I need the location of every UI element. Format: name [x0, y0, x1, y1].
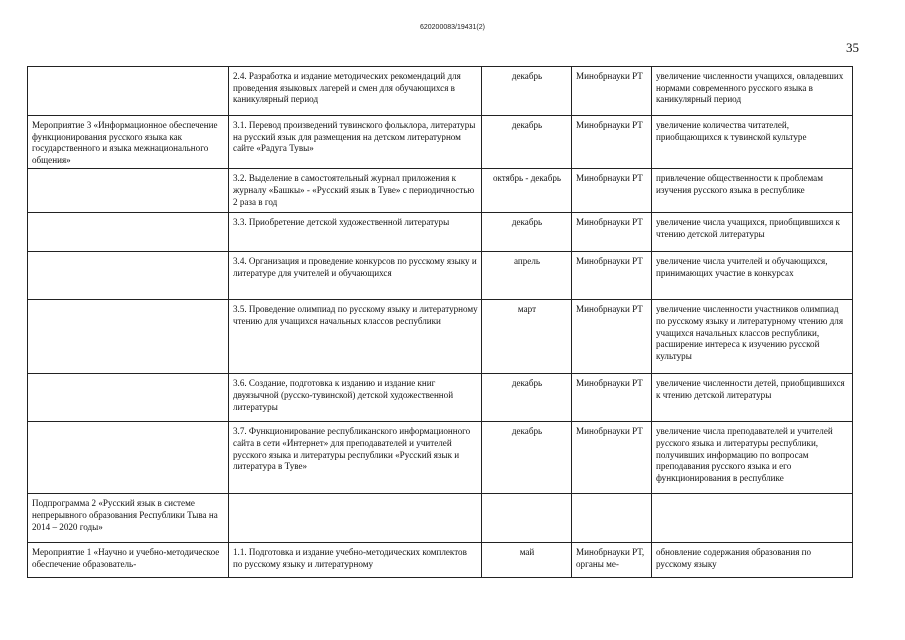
measure-cell: 2.4. Разработка и издание методических рекомендаций для проведения языковых лагерей и смен для обучающихся в каникулярный период [229, 67, 482, 116]
measure-cell: 3.5. Проведение олимпиад по русскому языку и литературному чтению для учащихся начальных классов республики [229, 300, 482, 374]
page-number: 35 [846, 40, 859, 55]
result-cell: привлечение общественности к проблемам изучения русского языка в республике [652, 169, 853, 213]
table-row [28, 543, 853, 578]
result-cell: обновление содержания образования по русскому языку [652, 543, 853, 578]
dates-cell: март [482, 300, 572, 374]
event-cell [28, 169, 229, 213]
event-cell: Мероприятие 1 «Научно и учебно-методическое обеспечение образователь- [28, 543, 229, 578]
event-cell: Мероприятие 3 «Информационное обеспечение функционирования русского языка как государственного и языка межнационального общения» [28, 116, 229, 169]
event-cell [28, 300, 229, 374]
dates-cell: декабрь [482, 67, 572, 116]
event-cell [28, 213, 229, 252]
measure-cell: 3.2. Выделение в самостоятельный журнал приложения к журналу «Башкы» - «Русский язык в Туве» с периодичностью 2 раза в год [229, 169, 482, 213]
result-cell [652, 494, 853, 543]
result-cell: увеличение числа учащихся, приобщившихся к чтению детской литературы [652, 213, 853, 252]
table-row [28, 169, 853, 213]
measure-cell: 3.3. Приобретение детской художественной литературы [229, 213, 482, 252]
measure-cell: 1.1. Подготовка и издание учебно-методических комплектов по русскому языку и литературному [229, 543, 482, 578]
executor-cell: Минобрнауки РТ [572, 67, 652, 116]
measure-cell: 3.1. Перевод произведений тувинского фольклора, литературы на русский язык для размещения на детском литературном сайте «Радуга Тувы» [229, 116, 482, 169]
dates-cell: апрель [482, 252, 572, 300]
executor-cell: Минобрнауки РТ [572, 116, 652, 169]
event-cell [28, 422, 229, 494]
measure-cell: 3.6. Создание, подготовка к изданию и издание книг двуязычной (русско-тувинской) детской художественной литературы [229, 374, 482, 422]
table-row [28, 494, 853, 543]
result-cell: увеличение численности участников олимпиад по русскому языку и литературному чтению для учащихся начальных классов республики, расширение интереса к изучению русской культуры [652, 300, 853, 374]
dates-cell: декабрь [482, 213, 572, 252]
subprogram-cell: Подпрограмма 2 «Русский язык в системе непрерывного образования Республики Тыва на 2014 – 2020 годы» [28, 494, 229, 543]
executor-cell: Минобрнауки РТ [572, 300, 652, 374]
result-cell: увеличение числа преподавателей и учителей русского языка и литературы республики, получивших информацию по вопросам преподавания русского языка и его функционирования в республике [652, 422, 853, 494]
dates-cell: октябрь - декабрь [482, 169, 572, 213]
result-cell: увеличение численности детей, приобщившихся к чтению детской литературы [652, 374, 853, 422]
executor-cell [572, 494, 652, 543]
document-code: 620200083/19431(2) [419, 24, 485, 31]
dates-cell [482, 494, 572, 543]
executor-cell: Минобрнауки РТ [572, 422, 652, 494]
result-cell: увеличение числа учителей и обучающихся, принимающих участие в конкурсах [652, 252, 853, 300]
measure-cell [229, 494, 482, 543]
table-row [28, 67, 853, 116]
table-row [28, 252, 853, 300]
dates-cell: май [482, 543, 572, 578]
table-row [28, 422, 853, 494]
event-cell [28, 374, 229, 422]
table-row [28, 300, 853, 374]
result-cell: увеличение количества читателей, приобщающихся к тувинской культуре [652, 116, 853, 169]
executor-cell: Минобрнауки РТ [572, 252, 652, 300]
table-row [28, 213, 853, 252]
dates-cell: декабрь [482, 422, 572, 494]
executor-cell: Минобрнауки РТ [572, 213, 652, 252]
program-table [27, 66, 853, 578]
measure-cell: 3.4. Организация и проведение конкурсов по русскому языку и литературе для учителей и обучающихся [229, 252, 482, 300]
measure-cell: 3.7. Функционирование республиканского информационного сайта в сети «Интернет» для преподавателей и учителей русского языка и литературы республики «Русский язык и литература в Туве» [229, 422, 482, 494]
dates-cell: декабрь [482, 374, 572, 422]
executor-cell: Минобрнауки РТ, органы ме- [572, 543, 652, 578]
event-cell [28, 252, 229, 300]
table-row [28, 374, 853, 422]
table-row [28, 116, 853, 169]
dates-cell: декабрь [482, 116, 572, 169]
result-cell: увеличение численности учащихся, овладевших нормами современного русского языка в каникулярный период [652, 67, 853, 116]
event-cell [28, 67, 229, 116]
executor-cell: Минобрнауки РТ [572, 374, 652, 422]
executor-cell: Минобрнауки РТ [572, 169, 652, 213]
